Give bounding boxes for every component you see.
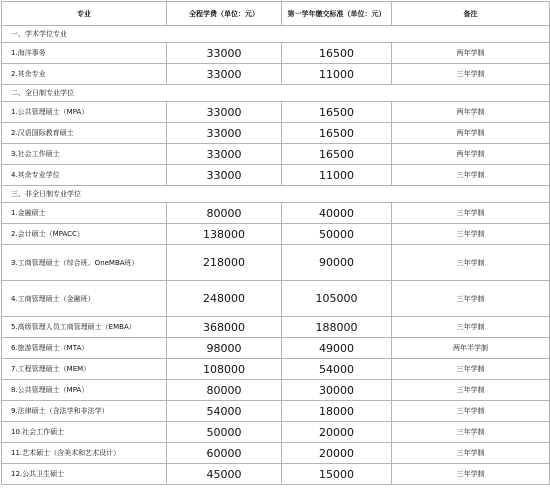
total-fee-cell: 368000 — [167, 317, 282, 338]
note-cell: 两年学制 — [392, 123, 550, 144]
total-fee-cell: 33000 — [167, 165, 282, 186]
first-year-fee-cell: 50000 — [282, 224, 392, 245]
total-fee-cell: 33000 — [167, 64, 282, 85]
major-name-cell: 4.其余专业学位 — [2, 165, 167, 186]
note-cell: 两年学制 — [392, 43, 550, 64]
note-cell: 两年半学制 — [392, 338, 550, 359]
header-first-year-fee: 第一学年缴交标准（单位：元） — [282, 2, 392, 26]
major-name-cell: 12.公共卫生硕士 — [2, 464, 167, 485]
first-year-fee-cell: 16500 — [282, 123, 392, 144]
table-row — [2, 464, 550, 485]
note-cell: 三年学制 — [392, 224, 550, 245]
first-year-fee-cell: 16500 — [282, 43, 392, 64]
note-cell: 三年学制 — [392, 380, 550, 401]
section-row — [2, 85, 550, 102]
major-name-cell: 11.艺术硕士（含美术和艺术设计） — [2, 443, 167, 464]
major-name-cell: 10.社会工作硕士 — [2, 422, 167, 443]
header-total-fee: 全程学费（单位：元） — [167, 2, 282, 26]
note-cell: 两年学制 — [392, 102, 550, 123]
first-year-fee-cell: 20000 — [282, 443, 392, 464]
note-cell: 三年学制 — [392, 401, 550, 422]
note-cell: 三年学制 — [392, 64, 550, 85]
first-year-fee-cell: 105000 — [282, 281, 392, 317]
first-year-fee-cell: 20000 — [282, 422, 392, 443]
total-fee-cell: 54000 — [167, 401, 282, 422]
table-row — [2, 317, 550, 338]
table-row — [2, 359, 550, 380]
note-cell: 三年学制 — [392, 165, 550, 186]
table-row — [2, 123, 550, 144]
major-name-cell: 2.会计硕士（MPACC） — [2, 224, 167, 245]
table-row — [2, 338, 550, 359]
note-cell: 两年学制 — [392, 144, 550, 165]
table-row — [2, 245, 550, 281]
section-title: 二、全日制专业学位 — [2, 85, 550, 102]
total-fee-cell: 33000 — [167, 144, 282, 165]
table-row — [2, 102, 550, 123]
major-name-cell: 8.公共管理硕士（MPA） — [2, 380, 167, 401]
table-row — [2, 144, 550, 165]
major-name-cell: 3.社会工作硕士 — [2, 144, 167, 165]
total-fee-cell: 108000 — [167, 359, 282, 380]
first-year-fee-cell: 54000 — [282, 359, 392, 380]
major-name-cell: 1.金融硕士 — [2, 203, 167, 224]
first-year-fee-cell: 16500 — [282, 102, 392, 123]
first-year-fee-cell: 90000 — [282, 245, 392, 281]
first-year-fee-cell: 11000 — [282, 165, 392, 186]
table-row — [2, 401, 550, 422]
tuition-table — [1, 1, 550, 485]
major-name-cell: 1.公共管理硕士（MPA） — [2, 102, 167, 123]
table-header — [2, 2, 550, 26]
note-cell: 三年学制 — [392, 203, 550, 224]
header-major: 专业 — [2, 2, 167, 26]
section-title: 一、学术学位专业 — [2, 26, 550, 43]
table-row — [2, 43, 550, 64]
first-year-fee-cell: 16500 — [282, 144, 392, 165]
note-cell: 三年学制 — [392, 317, 550, 338]
first-year-fee-cell: 18000 — [282, 401, 392, 422]
total-fee-cell: 33000 — [167, 123, 282, 144]
table-body — [2, 26, 550, 485]
total-fee-cell: 50000 — [167, 422, 282, 443]
major-name-cell: 1.海洋事务 — [2, 43, 167, 64]
major-name-cell: 6.旅游管理硕士（MTA） — [2, 338, 167, 359]
header-note: 备注 — [392, 2, 550, 26]
section-row — [2, 26, 550, 43]
note-cell: 三年学制 — [392, 443, 550, 464]
major-name-cell: 2.其余专业 — [2, 64, 167, 85]
major-name-cell: 4.工商管理硕士（金融班） — [2, 281, 167, 317]
total-fee-cell: 33000 — [167, 43, 282, 64]
first-year-fee-cell: 40000 — [282, 203, 392, 224]
table-row — [2, 64, 550, 85]
major-name-cell: 5.高级管理人员工商管理硕士（EMBA） — [2, 317, 167, 338]
total-fee-cell: 60000 — [167, 443, 282, 464]
major-name-cell: 2.汉语国际教育硕士 — [2, 123, 167, 144]
major-name-cell: 7.工程管理硕士（MEM） — [2, 359, 167, 380]
first-year-fee-cell: 11000 — [282, 64, 392, 85]
table-row — [2, 422, 550, 443]
total-fee-cell: 80000 — [167, 380, 282, 401]
table-row — [2, 165, 550, 186]
table-row — [2, 281, 550, 317]
major-name-cell: 3.工商管理硕士（综合班、OneMBA班） — [2, 245, 167, 281]
note-cell: 三年学制 — [392, 464, 550, 485]
first-year-fee-cell: 49000 — [282, 338, 392, 359]
section-title: 三、非全日制专业学位 — [2, 186, 550, 203]
total-fee-cell: 33000 — [167, 102, 282, 123]
total-fee-cell: 80000 — [167, 203, 282, 224]
note-cell: 三年学制 — [392, 359, 550, 380]
note-cell: 三年学制 — [392, 422, 550, 443]
major-name-cell: 9.法律硕士（含法学和非法学） — [2, 401, 167, 422]
total-fee-cell: 45000 — [167, 464, 282, 485]
total-fee-cell: 98000 — [167, 338, 282, 359]
note-cell: 三年学制 — [392, 245, 550, 281]
first-year-fee-cell: 30000 — [282, 380, 392, 401]
note-cell: 三年学制 — [392, 281, 550, 317]
table-row — [2, 203, 550, 224]
total-fee-cell: 248000 — [167, 281, 282, 317]
section-row — [2, 186, 550, 203]
table-row — [2, 443, 550, 464]
table-row — [2, 224, 550, 245]
total-fee-cell: 218000 — [167, 245, 282, 281]
first-year-fee-cell: 15000 — [282, 464, 392, 485]
total-fee-cell: 138000 — [167, 224, 282, 245]
first-year-fee-cell: 188000 — [282, 317, 392, 338]
header-row — [2, 2, 550, 26]
table-row — [2, 380, 550, 401]
